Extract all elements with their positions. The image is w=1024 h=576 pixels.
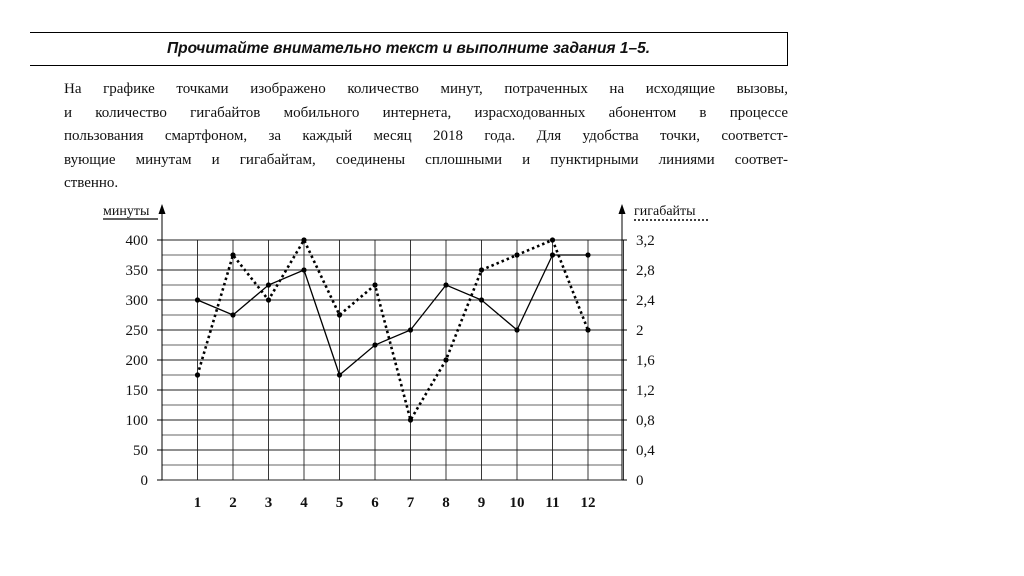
right-tick-label: 2,8 <box>636 263 655 279</box>
right-tick-label: 0,4 <box>636 443 655 459</box>
minutes-point <box>301 267 306 272</box>
gigabytes-point <box>443 357 448 362</box>
minutes-point <box>550 252 555 257</box>
gigabytes-point <box>230 252 235 257</box>
task-header-title: Прочитайте внимательно текст и выполните задания 1–5. <box>166 40 651 57</box>
minutes-point <box>195 297 200 302</box>
minutes-point <box>408 327 413 332</box>
right-tick-label: 1,2 <box>636 383 655 399</box>
left-tick-label: 350 <box>125 263 148 279</box>
left-tick-label: 100 <box>125 413 148 429</box>
minutes-point <box>443 282 448 287</box>
x-tick-label: 10 <box>509 495 525 511</box>
right-tick-label: 1,6 <box>636 353 655 369</box>
x-tick-label: 5 <box>335 495 344 511</box>
minutes-point <box>514 327 519 332</box>
x-tick-label: 6 <box>371 495 379 511</box>
right-axis-title: гигабайты <box>634 204 696 219</box>
x-tick-label: 1 <box>193 495 202 511</box>
left-tick-label: 250 <box>125 323 148 339</box>
minutes-point <box>372 342 377 347</box>
gigabytes-point <box>550 237 555 242</box>
minutes-point <box>479 297 484 302</box>
gigabytes-point <box>479 267 484 272</box>
minutes-point <box>585 252 590 257</box>
paragraph-line: На графике точками изображено количество минут, потраченных на исходящие вызовы, <box>64 81 788 97</box>
right-tick-label: 3,2 <box>636 233 655 249</box>
left-tick-label: 400 <box>125 233 148 249</box>
x-tick-label: 7 <box>406 495 415 511</box>
left-tick-label: 0 <box>140 473 148 489</box>
left-axis-title: минуты <box>103 204 150 219</box>
gigabytes-point <box>514 252 519 257</box>
gigabytes-point <box>266 297 271 302</box>
minutes-point <box>266 282 271 287</box>
x-tick-label: 11 <box>545 495 560 511</box>
left-tick-label: 50 <box>133 443 148 459</box>
paragraph-line: ственно. <box>64 175 119 191</box>
gigabytes-point <box>337 312 342 317</box>
right-tick-label: 0 <box>636 473 644 489</box>
left-tick-label: 300 <box>125 293 148 309</box>
right-axis-arrow <box>619 204 626 214</box>
paragraph-line: пользования смартфоном, за каждый месяц 2018 года. Для удобства точки, соответст- <box>64 128 788 144</box>
left-tick-label: 150 <box>125 383 148 399</box>
x-tick-label: 8 <box>442 495 450 511</box>
x-tick-label: 9 <box>477 495 486 511</box>
paragraph-line: вующие минутам и гигабайтам, соединены сплошными и пунктирными линиями соответ- <box>64 151 788 168</box>
gigabytes-point <box>585 327 590 332</box>
paragraph-line: и количество гигабайтов мобильного интернета, израсходованных абонентом в процессе <box>64 104 788 121</box>
gigabytes-point <box>372 282 377 287</box>
right-tick-label: 2 <box>636 323 644 339</box>
x-tick-label: 2 <box>229 495 237 511</box>
minutes-point <box>230 312 235 317</box>
chart-axes <box>157 204 627 480</box>
chart-grid <box>162 240 624 480</box>
gigabytes-point <box>195 372 200 377</box>
x-tick-label: 12 <box>580 495 596 511</box>
left-tick-label: 200 <box>125 353 148 369</box>
x-tick-label: 3 <box>264 495 273 511</box>
gigabytes-point <box>301 237 306 242</box>
right-tick-label: 2,4 <box>636 293 655 309</box>
right-tick-label: 0,8 <box>636 413 655 429</box>
gigabytes-point <box>408 417 413 422</box>
x-tick-label: 4 <box>300 495 308 511</box>
minutes-point <box>337 372 342 377</box>
left-axis-arrow <box>159 204 166 214</box>
